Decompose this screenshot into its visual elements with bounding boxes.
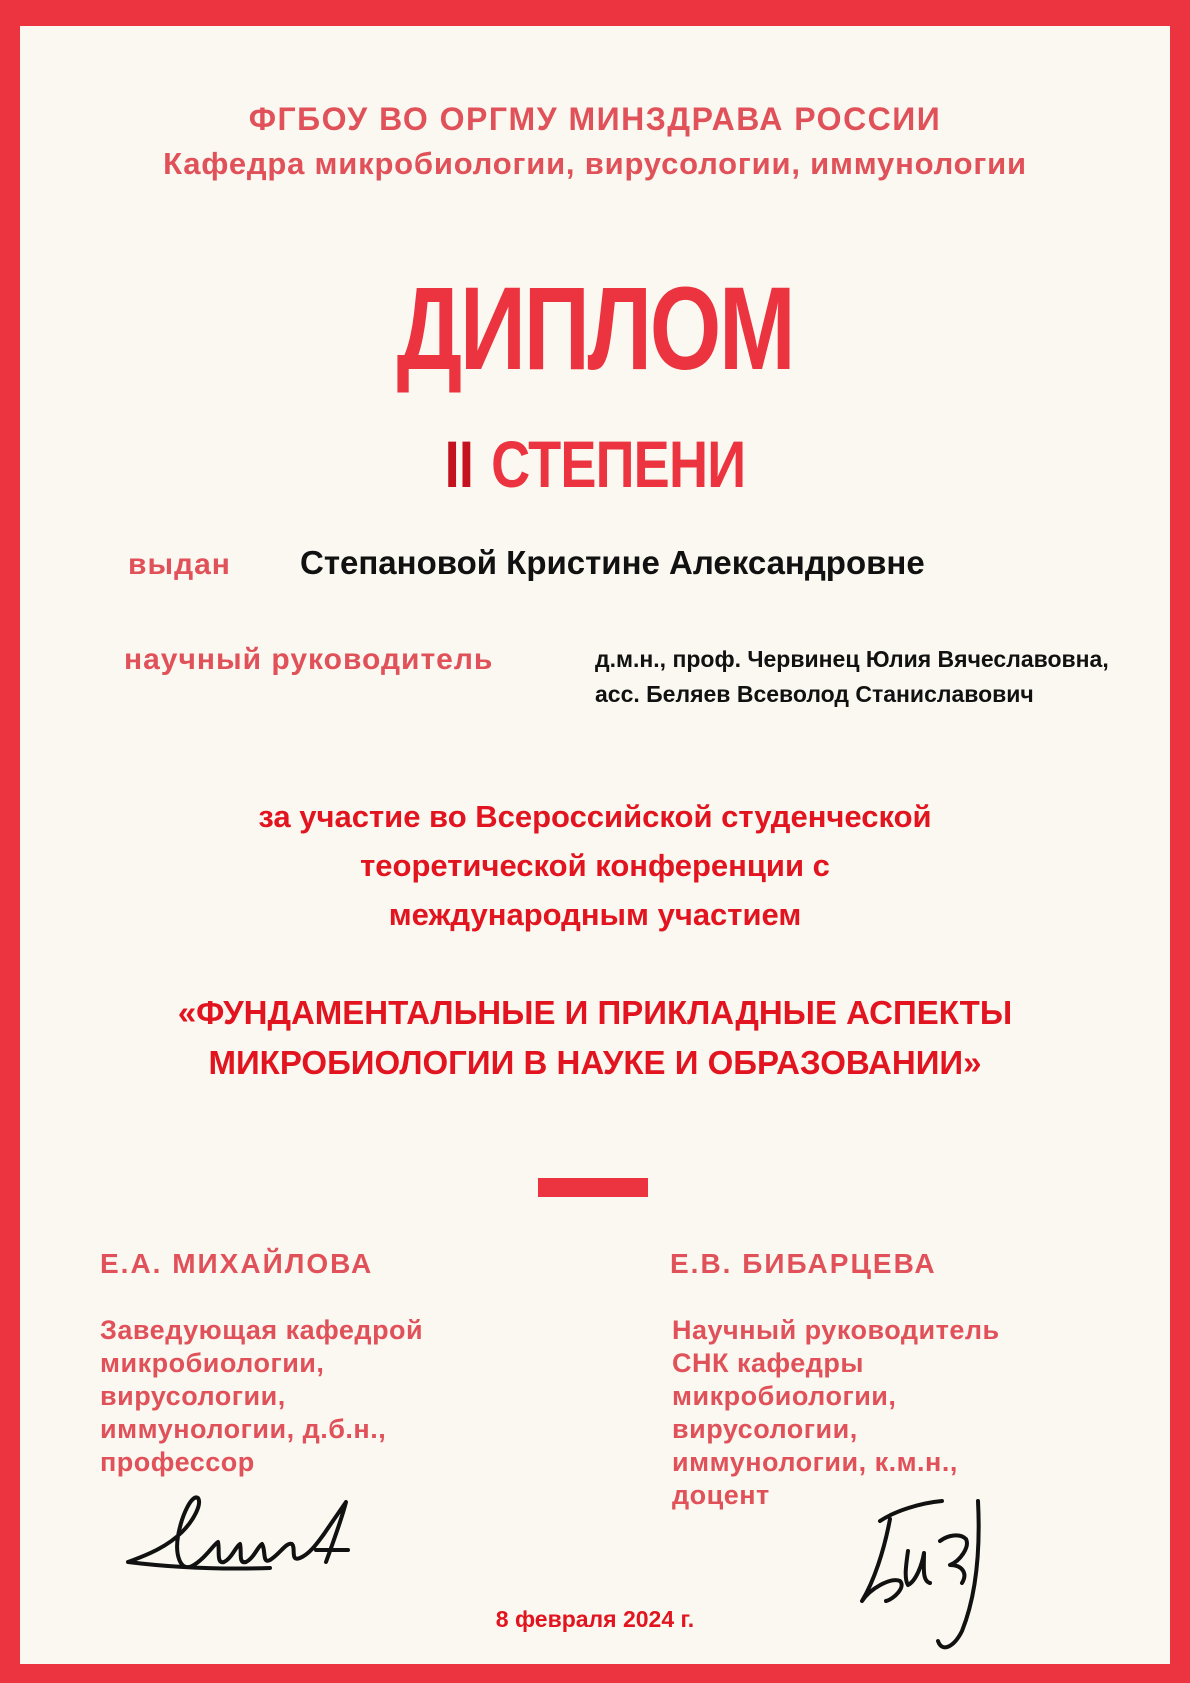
role-line: Заведующая кафедрой bbox=[100, 1315, 424, 1345]
role-line: микробиологии, bbox=[672, 1381, 897, 1411]
role-line: Научный руководитель bbox=[672, 1315, 1000, 1345]
diploma-degree bbox=[124, 426, 1067, 502]
supervisor-label: научный руководитель bbox=[124, 643, 494, 676]
degree-roman: II bbox=[444, 427, 474, 501]
role-line: СНК кафедры bbox=[672, 1348, 864, 1378]
degree-word: СТЕПЕНИ bbox=[491, 427, 746, 501]
left-signature bbox=[120, 1484, 380, 1594]
section-divider bbox=[538, 1178, 648, 1197]
left-signatory-name: Е.А. МИХАЙЛОВА bbox=[100, 1248, 374, 1279]
organization-name: ФГБОУ ВО ОРГМУ МИНЗДРАВА РОССИИ bbox=[248, 101, 942, 137]
conference-theme bbox=[120, 988, 1070, 1088]
role-line: профессор bbox=[100, 1447, 255, 1477]
supervisor-line-1: д.м.н., проф. Червинец Юлия Вячеславовна, bbox=[595, 646, 1109, 672]
diploma-paper bbox=[20, 26, 1170, 1664]
role-line: иммунологии, д.б.н., bbox=[100, 1414, 387, 1444]
role-line: доцент bbox=[672, 1480, 770, 1510]
theme-line-2: МИКРОБИОЛОГИИ В НАУКЕ И ОБРАЗОВАНИИ» bbox=[208, 1044, 982, 1081]
purpose-line-2: теоретической конференции с bbox=[360, 848, 830, 883]
issued-label: выдан bbox=[128, 548, 231, 581]
role-line: вирусологии, bbox=[100, 1381, 286, 1411]
role-line: микробиологии, bbox=[100, 1348, 325, 1378]
right-signatory-name: Е.В. БИБАРЦЕВА bbox=[670, 1248, 937, 1279]
award-purpose bbox=[170, 792, 1020, 939]
department-name: Кафедра микробиологии, вирусологии, иммунологии bbox=[163, 146, 1027, 181]
issue-date: 8 февраля 2024 г. bbox=[495, 1606, 695, 1632]
role-line: иммунологии, к.м.н., bbox=[672, 1447, 958, 1477]
purpose-line-3: международным участием bbox=[388, 897, 802, 932]
purpose-line-1: за участие во Всероссийской студенческой bbox=[258, 799, 932, 834]
left-signatory-role bbox=[100, 1314, 520, 1479]
recipient-name: Степановой Кристине Александровне bbox=[300, 544, 925, 581]
diploma-title: ДИПЛОМ bbox=[396, 263, 794, 395]
role-line: вирусологии, bbox=[672, 1414, 858, 1444]
theme-line-1: «ФУНДАМЕНТАЛЬНЫЕ И ПРИКЛАДНЫЕ АСПЕКТЫ bbox=[177, 994, 1013, 1031]
supervisor-line-2: асс. Беляев Всеволод Станиславович bbox=[595, 681, 1034, 707]
right-signature bbox=[850, 1481, 1010, 1661]
